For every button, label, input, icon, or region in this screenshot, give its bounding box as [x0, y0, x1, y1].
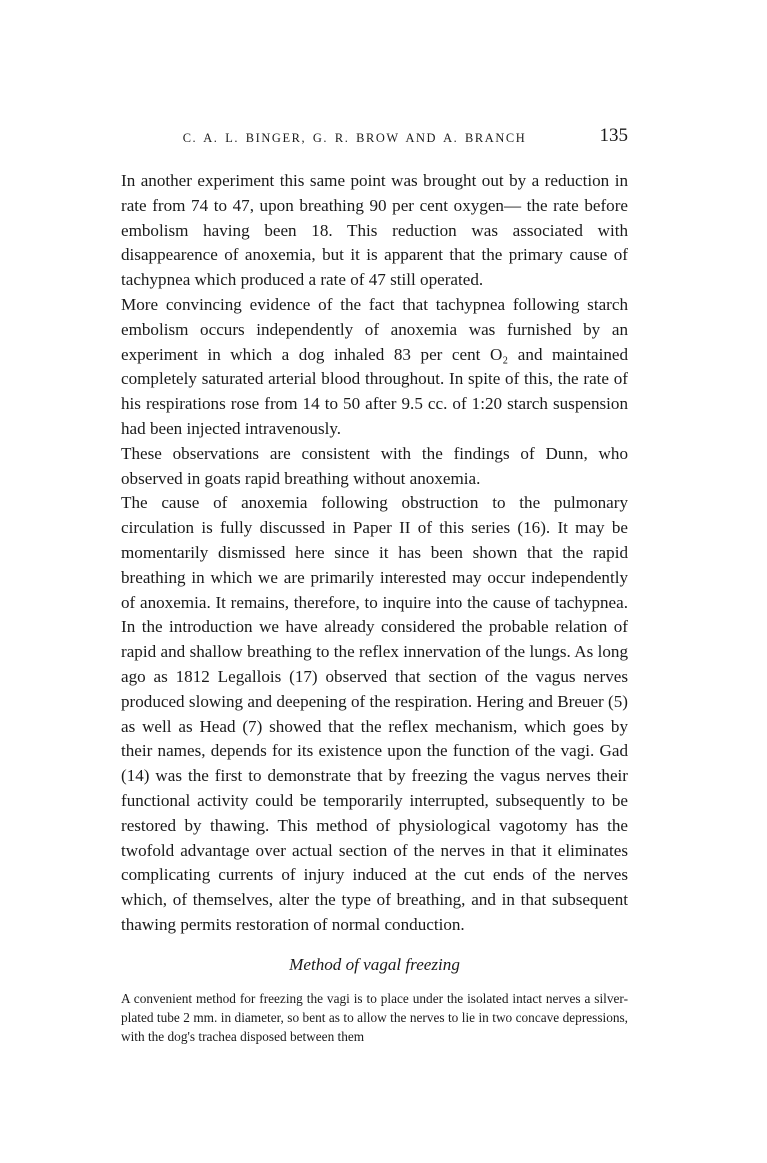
- running-head: [121, 125, 628, 155]
- paragraph-4: The cause of anoxemia following obstruction to the pulmonary circulation is fully discussed in Paper II of this series (16). It may be momentarily dismissed here since it has been shown that the rapid breathing in which we are primarily interested may occur independently of anoxemia. It remains, therefore, to inquire into the cause of tachypnea. In the introduction we have already considered the probable relation of rapid and shallow breathing to the reflex innervation of the lungs. As long ago as 1812 Legallois (17) observed that section of the vagus nerves produced slowing and deepening of the respiration. Hering and Breuer (5) as well as Head (7) showed that the reflex mechanism, which goes by their names, depends for its existence upon the function of the vagi. Gad (14) was the first to demonstrate that by freezing the vagus nerves their functional activity could be temporarily interrupted, subsequently to be restored by thawing. This method of physiological vagotomy has the twofold advantage over actual section of the nerves in that it eliminates complicating currents of injury induced at the cut ends of the nerves which, of themselves, alter the type of breathing, and in that subsequent thawing permits restoration of normal conduction.: [121, 493, 628, 934]
- paragraph-1: In another experiment this same point was brought out by a reduction in rate from 74 to 47, upon breathing 90 per cent oxygen— the rate before embolism having been 18. This reduction was associated with disappearence of anoxemia, but it is apparent that the primary cause of tachypnea which produced a rate of 47 still operated.: [121, 171, 628, 290]
- page: [121, 125, 628, 1047]
- paragraph-3: These observations are consistent with the findings of Dunn, who observed in goats rapid breathing without anoxemia.: [121, 443, 628, 488]
- section-heading: Method of vagal freezing: [289, 954, 460, 974]
- body-text: [121, 169, 628, 938]
- section-small-text: A convenient method for freezing the vagi is to place under the isolated intact nerves a silver-plated tube 2 mm. in diameter, so bent as to allow the nerves to lie in two concave depressions, with the dog's trachea disposed between them: [121, 990, 628, 1045]
- page-number: 135: [599, 125, 628, 146]
- running-head-authors: C. A. L. BINGER, G. R. BROW AND A. BRANCH: [182, 131, 527, 145]
- paragraph-2: More convincing evidence of the fact that tachypnea following starch embolism occurs independently of anoxemia was furnished by an experiment in which a dog inhaled 83 per cent O₂ and maintained completely saturated arterial blood throughout. In spite of this, the rate of his respirations rose from 14 to 50 after 9.5 cc. of 1:20 starch suspension had been injected intravenously.: [121, 294, 628, 438]
